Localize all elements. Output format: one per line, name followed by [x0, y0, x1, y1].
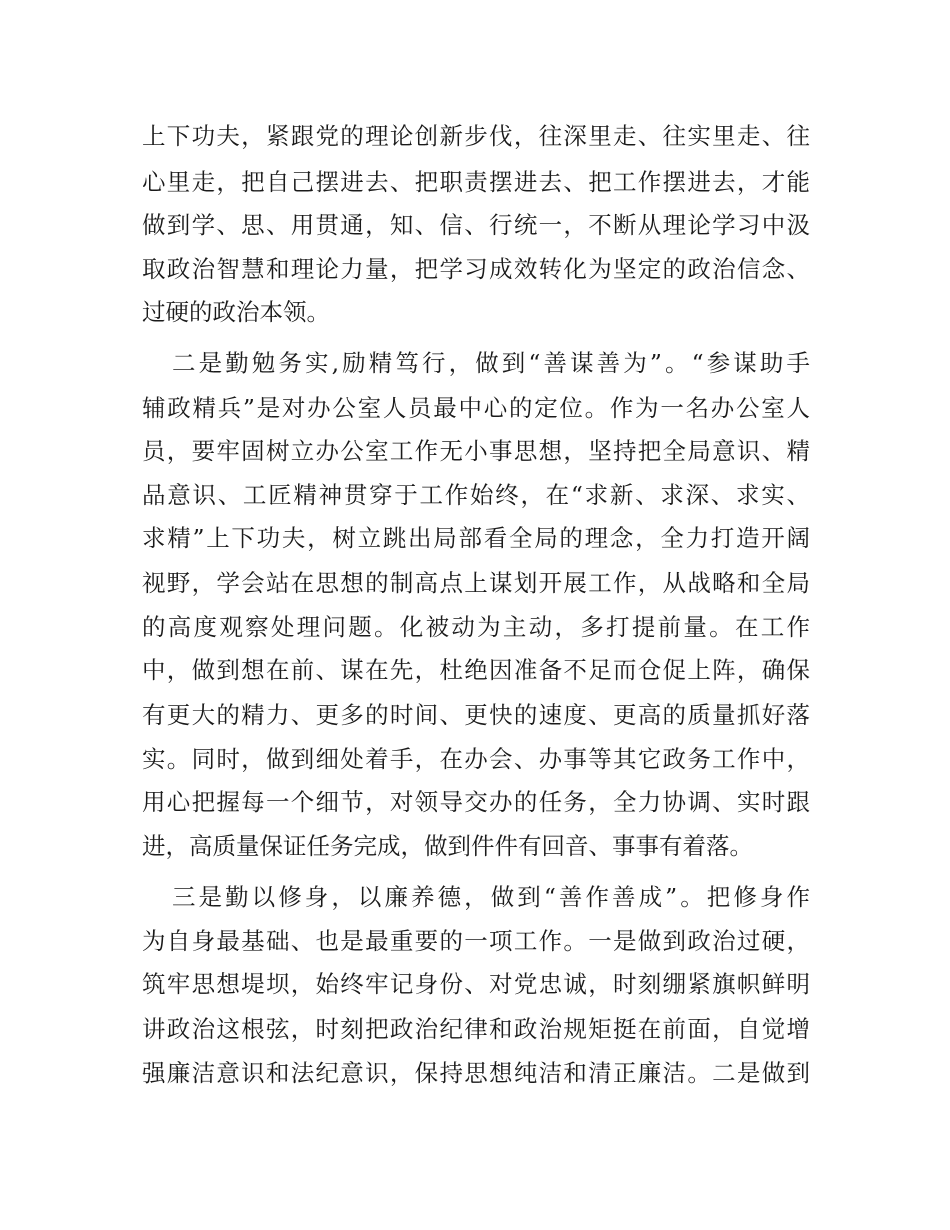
paragraph-1-line-3: 做到学、思、用贯通，知、信、行统一，不断从理论学习中汲: [142, 211, 810, 239]
paragraph-2-line-7: 的高度观察处理问题。化被动为主动，多打提前量。在工作: [142, 613, 810, 641]
paragraph-2-line-2: 辅政精兵”是对办公室人员最中心的定位。作为一名办公室人: [142, 394, 810, 422]
paragraph-1-line-5: 过硬的政治本领。: [142, 298, 330, 326]
paragraph-3-line-1: 三是勤以修身，以廉养德，做到“善作善成”。把修身作: [172, 883, 810, 911]
paragraph-2-line-11: 用心把握每一个细节，对领导交办的任务，全力协调、实时跟: [142, 788, 810, 816]
paragraph-2-line-5: 求精”上下功夫，树立跳出局部看全局的理念，全力打造开阔: [142, 524, 810, 552]
paragraph-1-line-4: 取政治智慧和理论力量，把学习成效转化为坚定的政治信念、: [142, 255, 810, 283]
paragraph-2-line-9: 有更大的精力、更多的时间、更快的速度、更高的质量抓好落: [142, 701, 810, 729]
paragraph-2-line-4: 品意识、工匠精神贯穿于工作始终，在“求新、求深、求实、: [142, 481, 810, 509]
paragraph-2-line-10: 实。同时，做到细处着手，在办会、办事等其它政务工作中，: [142, 745, 810, 773]
paragraph-3-line-4: 讲政治这根弦，时刻把政治纪律和政治规矩挺在前面，自觉增: [142, 1015, 810, 1043]
paragraph-2-line-3: 员，要牢固树立办公室工作无小事思想，坚持把全局意识、精: [142, 437, 810, 465]
paragraph-3-line-5: 强廉洁意识和法纪意识，保持思想纯洁和清正廉洁。二是做到: [142, 1059, 810, 1087]
paragraph-3-line-2: 为自身最基础、也是最重要的一项工作。一是做到政治过硬，: [142, 927, 810, 955]
paragraph-2-line-1: 二是勤勉务实,励精笃行，做到“善谋善为”。“参谋助手: [172, 349, 810, 377]
paragraph-3-line-3: 筑牢思想堤坝，始终牢记身份、对党忠诚，时刻绷紧旗帜鲜明: [142, 970, 810, 998]
paragraph-2-line-12: 进，高质量保证任务完成，做到件件有回音、事事有着落。: [142, 832, 753, 860]
paragraph-1-line-2: 心里走，把自己摆进去、把职责摆进去、把工作摆进去，才能: [142, 168, 810, 196]
paragraph-1-line-1: 上下功夫，紧跟党的理论创新步伐，往深里走、往实里走、往: [142, 122, 810, 150]
paragraph-2-line-6: 视野，学会站在思想的制高点上谋划开展工作，从战略和全局: [142, 569, 810, 597]
paragraph-2-line-8: 中，做到想在前、谋在先，杜绝因准备不足而仓促上阵，确保: [142, 656, 810, 684]
